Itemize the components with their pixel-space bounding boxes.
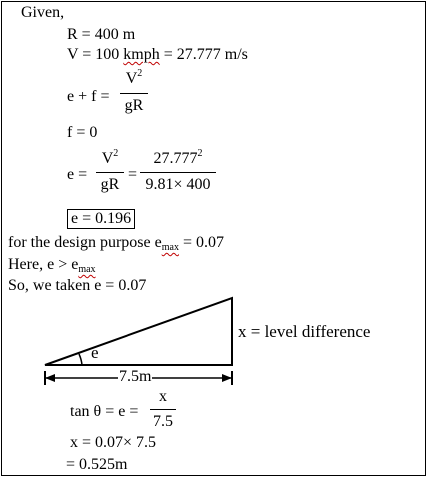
- dimension-arrow-right: [222, 374, 232, 382]
- tan-numerator: x: [159, 388, 167, 405]
- x-value: = 0.525m: [66, 456, 128, 473]
- angle-arc: [79, 354, 82, 365]
- eq2-num1-base: V: [101, 150, 114, 167]
- eq2-lhs: e =: [67, 166, 88, 183]
- friction-zero: f = 0: [67, 124, 98, 141]
- tan-denominator: 7.5: [153, 413, 173, 430]
- here-subscript: max: [78, 264, 96, 275]
- design-subscript: max: [161, 242, 179, 253]
- length-label: 7.5m: [119, 368, 152, 385]
- eq2-denominator-2: 9.81× 400: [145, 176, 211, 193]
- velocity-suffix: = 27.777 m/s: [159, 46, 248, 63]
- radius-line: R = 400 m: [67, 26, 136, 43]
- velocity-unit: kmph: [123, 46, 160, 63]
- eq1-num-exp: 2: [137, 68, 143, 79]
- eq1-num-base: V: [125, 70, 138, 87]
- eq2-num2-exp: 2: [197, 148, 203, 159]
- tan-fraction-bar: [150, 409, 176, 410]
- eq2-num1-exp: 2: [113, 148, 119, 159]
- design-suffix: = 0.07: [178, 234, 224, 251]
- slope-triangle: [45, 298, 232, 365]
- x-equation: x = 0.07× 7.5: [70, 434, 157, 451]
- tan-lhs: tan θ = e =: [70, 403, 139, 420]
- eq1-lhs: e + f =: [67, 88, 110, 105]
- eq2-denominator-1: gR: [100, 176, 120, 193]
- angle-label: e: [91, 343, 99, 362]
- given-label: Given,: [21, 4, 65, 21]
- taken-line: So, we taken e = 0.07: [8, 277, 147, 294]
- eq2-equals: =: [128, 166, 138, 183]
- velocity-prefix: V = 100: [67, 46, 124, 63]
- dimension-arrow-left: [45, 374, 55, 382]
- eq2-num2-base: 27.777: [153, 150, 198, 167]
- here-prefix: Here, e > e: [8, 256, 79, 273]
- level-difference-label: x = level difference: [238, 322, 371, 341]
- design-prefix: for the design purpose e: [8, 234, 162, 251]
- eq1-denominator: gR: [124, 97, 144, 114]
- result-box: e = 0.196: [67, 209, 135, 229]
